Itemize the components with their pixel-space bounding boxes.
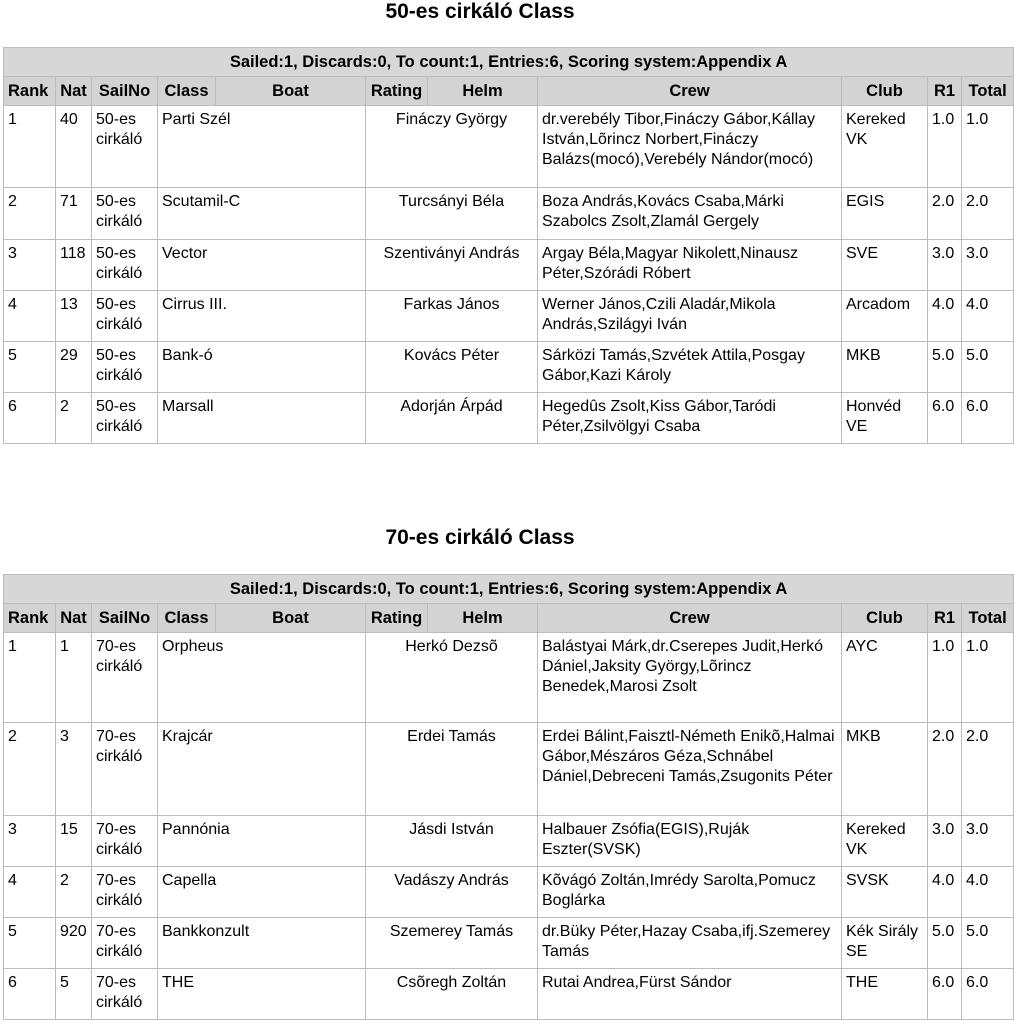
column-header-class: Class [158,77,216,106]
club-cell: THE [842,969,928,1020]
crew-cell: dr.verebély Tibor,Fináczy Gábor,Kállay István,Lõrincz Norbert,Fináczy Balázs(mocó),Verebély Nándor(mocó) [538,106,842,188]
class-cell: 70-es cirkáló [92,633,158,723]
boat-cell: Bank-ó [158,342,366,393]
results-table [3,47,1014,444]
r1-cell: 6.0 [928,969,962,1020]
club-cell: Kék Sirály SE [842,918,928,969]
boat-cell: Bankkonzult [158,918,366,969]
column-header-nat: Nat [56,604,92,633]
class-cell: 50-es cirkáló [92,240,158,291]
helm-cell: Kovács Péter [366,342,538,393]
column-header-rank: Rank [4,77,56,106]
club-cell: EGIS [842,188,928,240]
total-cell: 3.0 [962,240,1014,291]
class-cell: 50-es cirkáló [92,188,158,240]
crew-cell: Werner János,Czili Aladár,Mikola András,Szilágyi Iván [538,291,842,342]
class-cell: 70-es cirkáló [92,723,158,816]
boat-cell: Vector [158,240,366,291]
table-row [4,240,1014,291]
total-cell: 5.0 [962,918,1014,969]
total-cell: 4.0 [962,291,1014,342]
r1-cell: 4.0 [928,291,962,342]
nat-cell: 1 [56,633,92,723]
column-header-total: Total [962,77,1014,106]
class-cell: 70-es cirkáló [92,969,158,1020]
rank-cell: 5 [4,918,56,969]
nat-cell: 3 [56,723,92,816]
r1-cell: 2.0 [928,188,962,240]
column-header-r1: R1 [928,604,962,633]
nat-cell: 13 [56,291,92,342]
column-header-club: Club [842,604,928,633]
total-cell: 2.0 [962,188,1014,240]
helm-cell: Fináczy György [366,106,538,188]
r1-cell: 4.0 [928,867,962,918]
r1-cell: 5.0 [928,918,962,969]
table-row [4,969,1014,1020]
column-header-helm: Helm [428,77,538,106]
crew-cell: Hegedûs Zsolt,Kiss Gábor,Taródi Péter,Zsilvölgyi Csaba [538,393,842,444]
column-header-class: Class [158,604,216,633]
r1-cell: 1.0 [928,106,962,188]
rank-cell: 4 [4,291,56,342]
column-header-crew: Crew [538,604,842,633]
column-header-nat: Nat [56,77,92,106]
r1-cell: 6.0 [928,393,962,444]
boat-cell: Scutamil-C [158,188,366,240]
scoring-summary: Sailed:1, Discards:0, To count:1, Entries:6, Scoring system:Appendix A [4,48,1014,77]
total-cell: 6.0 [962,393,1014,444]
helm-cell: Jásdi István [366,816,538,867]
class-cell: 50-es cirkáló [92,342,158,393]
table-row [4,633,1014,723]
nat-cell: 920 [56,918,92,969]
rank-cell: 6 [4,393,56,444]
table-row [4,342,1014,393]
crew-cell: Kõvágó Zoltán,Imrédy Sarolta,Pomucz Boglárka [538,867,842,918]
column-header-total: Total [962,604,1014,633]
total-cell: 4.0 [962,867,1014,918]
boat-cell: Pannónia [158,816,366,867]
column-header-club: Club [842,77,928,106]
rank-cell: 5 [4,342,56,393]
nat-cell: 29 [56,342,92,393]
club-cell: SVE [842,240,928,291]
boat-cell: Krajcár [158,723,366,816]
rank-cell: 1 [4,633,56,723]
crew-cell: Sárközi Tamás,Szvétek Attila,Posgay Gábor,Kazi Károly [538,342,842,393]
helm-cell: Szemerey Tamás [366,918,538,969]
r1-cell: 5.0 [928,342,962,393]
rank-cell: 3 [4,816,56,867]
club-cell: AYC [842,633,928,723]
table-row [4,867,1014,918]
crew-cell: Erdei Bálint,Faisztl-Németh Enikõ,Halmai Gábor,Mészáros Géza,Schnábel Dániel,Debreceni Tamás,Zsugonits Péter [538,723,842,816]
boat-cell: Marsall [158,393,366,444]
class-cell: 70-es cirkáló [92,867,158,918]
crew-cell: Argay Béla,Magyar Nikolett,Ninausz Péter,Szórádi Róbert [538,240,842,291]
results-table [3,574,1014,1020]
table-row [4,723,1014,816]
helm-cell: Vadászy András [366,867,538,918]
crew-cell: Halbauer Zsófia(EGIS),Ruják Eszter(SVSK) [538,816,842,867]
nat-cell: 118 [56,240,92,291]
class-cell: 50-es cirkáló [92,106,158,188]
nat-cell: 71 [56,188,92,240]
nat-cell: 40 [56,106,92,188]
class-cell: 70-es cirkáló [92,918,158,969]
r1-cell: 1.0 [928,633,962,723]
club-cell: MKB [842,342,928,393]
helm-cell: Turcsányi Béla [366,188,538,240]
total-cell: 1.0 [962,106,1014,188]
rank-cell: 6 [4,969,56,1020]
r1-cell: 3.0 [928,816,962,867]
rank-cell: 3 [4,240,56,291]
nat-cell: 2 [56,393,92,444]
class-cell: 70-es cirkáló [92,816,158,867]
total-cell: 6.0 [962,969,1014,1020]
total-cell: 1.0 [962,633,1014,723]
club-cell: Kereked VK [842,816,928,867]
column-header-crew: Crew [538,77,842,106]
helm-cell: Csõregh Zoltán [366,969,538,1020]
crew-cell: Balástyai Márk,dr.Cserepes Judit,Herkó Dániel,Jaksity György,Lõrincz Benedek,Marosi Zsolt [538,633,842,723]
club-cell: Kereked VK [842,106,928,188]
helm-cell: Erdei Tamás [366,723,538,816]
total-cell: 2.0 [962,723,1014,816]
boat-cell: THE [158,969,366,1020]
rank-cell: 2 [4,723,56,816]
rank-cell: 4 [4,867,56,918]
column-header-sailno: SailNo [92,77,158,106]
total-cell: 3.0 [962,816,1014,867]
table-row [4,393,1014,444]
column-header-rating: Rating [366,77,428,106]
column-header-r1: R1 [928,77,962,106]
boat-cell: Capella [158,867,366,918]
total-cell: 5.0 [962,342,1014,393]
class-cell: 50-es cirkáló [92,393,158,444]
club-cell: SVSK [842,867,928,918]
column-header-boat: Boat [216,77,366,106]
helm-cell: Szentiványi András [366,240,538,291]
crew-cell: Rutai Andrea,Fürst Sándor [538,969,842,1020]
scoring-summary: Sailed:1, Discards:0, To count:1, Entries:6, Scoring system:Appendix A [4,575,1014,604]
club-cell: Arcadom [842,291,928,342]
table-row [4,291,1014,342]
crew-cell: Boza András,Kovács Csaba,Márki Szabolcs Zsolt,Zlamál Gergely [538,188,842,240]
table-row [4,918,1014,969]
r1-cell: 2.0 [928,723,962,816]
club-cell: Honvéd VE [842,393,928,444]
club-cell: MKB [842,723,928,816]
boat-cell: Orpheus [158,633,366,723]
class-title: 70-es cirkáló Class [385,526,575,549]
column-header-rating: Rating [366,604,428,633]
helm-cell: Adorján Árpád [366,393,538,444]
class-title: 50-es cirkáló Class [385,0,575,23]
helm-cell: Farkas János [366,291,538,342]
helm-cell: Herkó Dezsõ [366,633,538,723]
rank-cell: 2 [4,188,56,240]
column-header-rank: Rank [4,604,56,633]
nat-cell: 15 [56,816,92,867]
column-header-sailno: SailNo [92,604,158,633]
nat-cell: 2 [56,867,92,918]
table-row [4,816,1014,867]
r1-cell: 3.0 [928,240,962,291]
table-row [4,106,1014,188]
nat-cell: 5 [56,969,92,1020]
boat-cell: Cirrus III. [158,291,366,342]
rank-cell: 1 [4,106,56,188]
boat-cell: Parti Szél [158,106,366,188]
crew-cell: dr.Büky Péter,Hazay Csaba,ifj.Szemerey Tamás [538,918,842,969]
table-row [4,188,1014,240]
class-cell: 50-es cirkáló [92,291,158,342]
column-header-boat: Boat [216,604,366,633]
column-header-helm: Helm [428,604,538,633]
